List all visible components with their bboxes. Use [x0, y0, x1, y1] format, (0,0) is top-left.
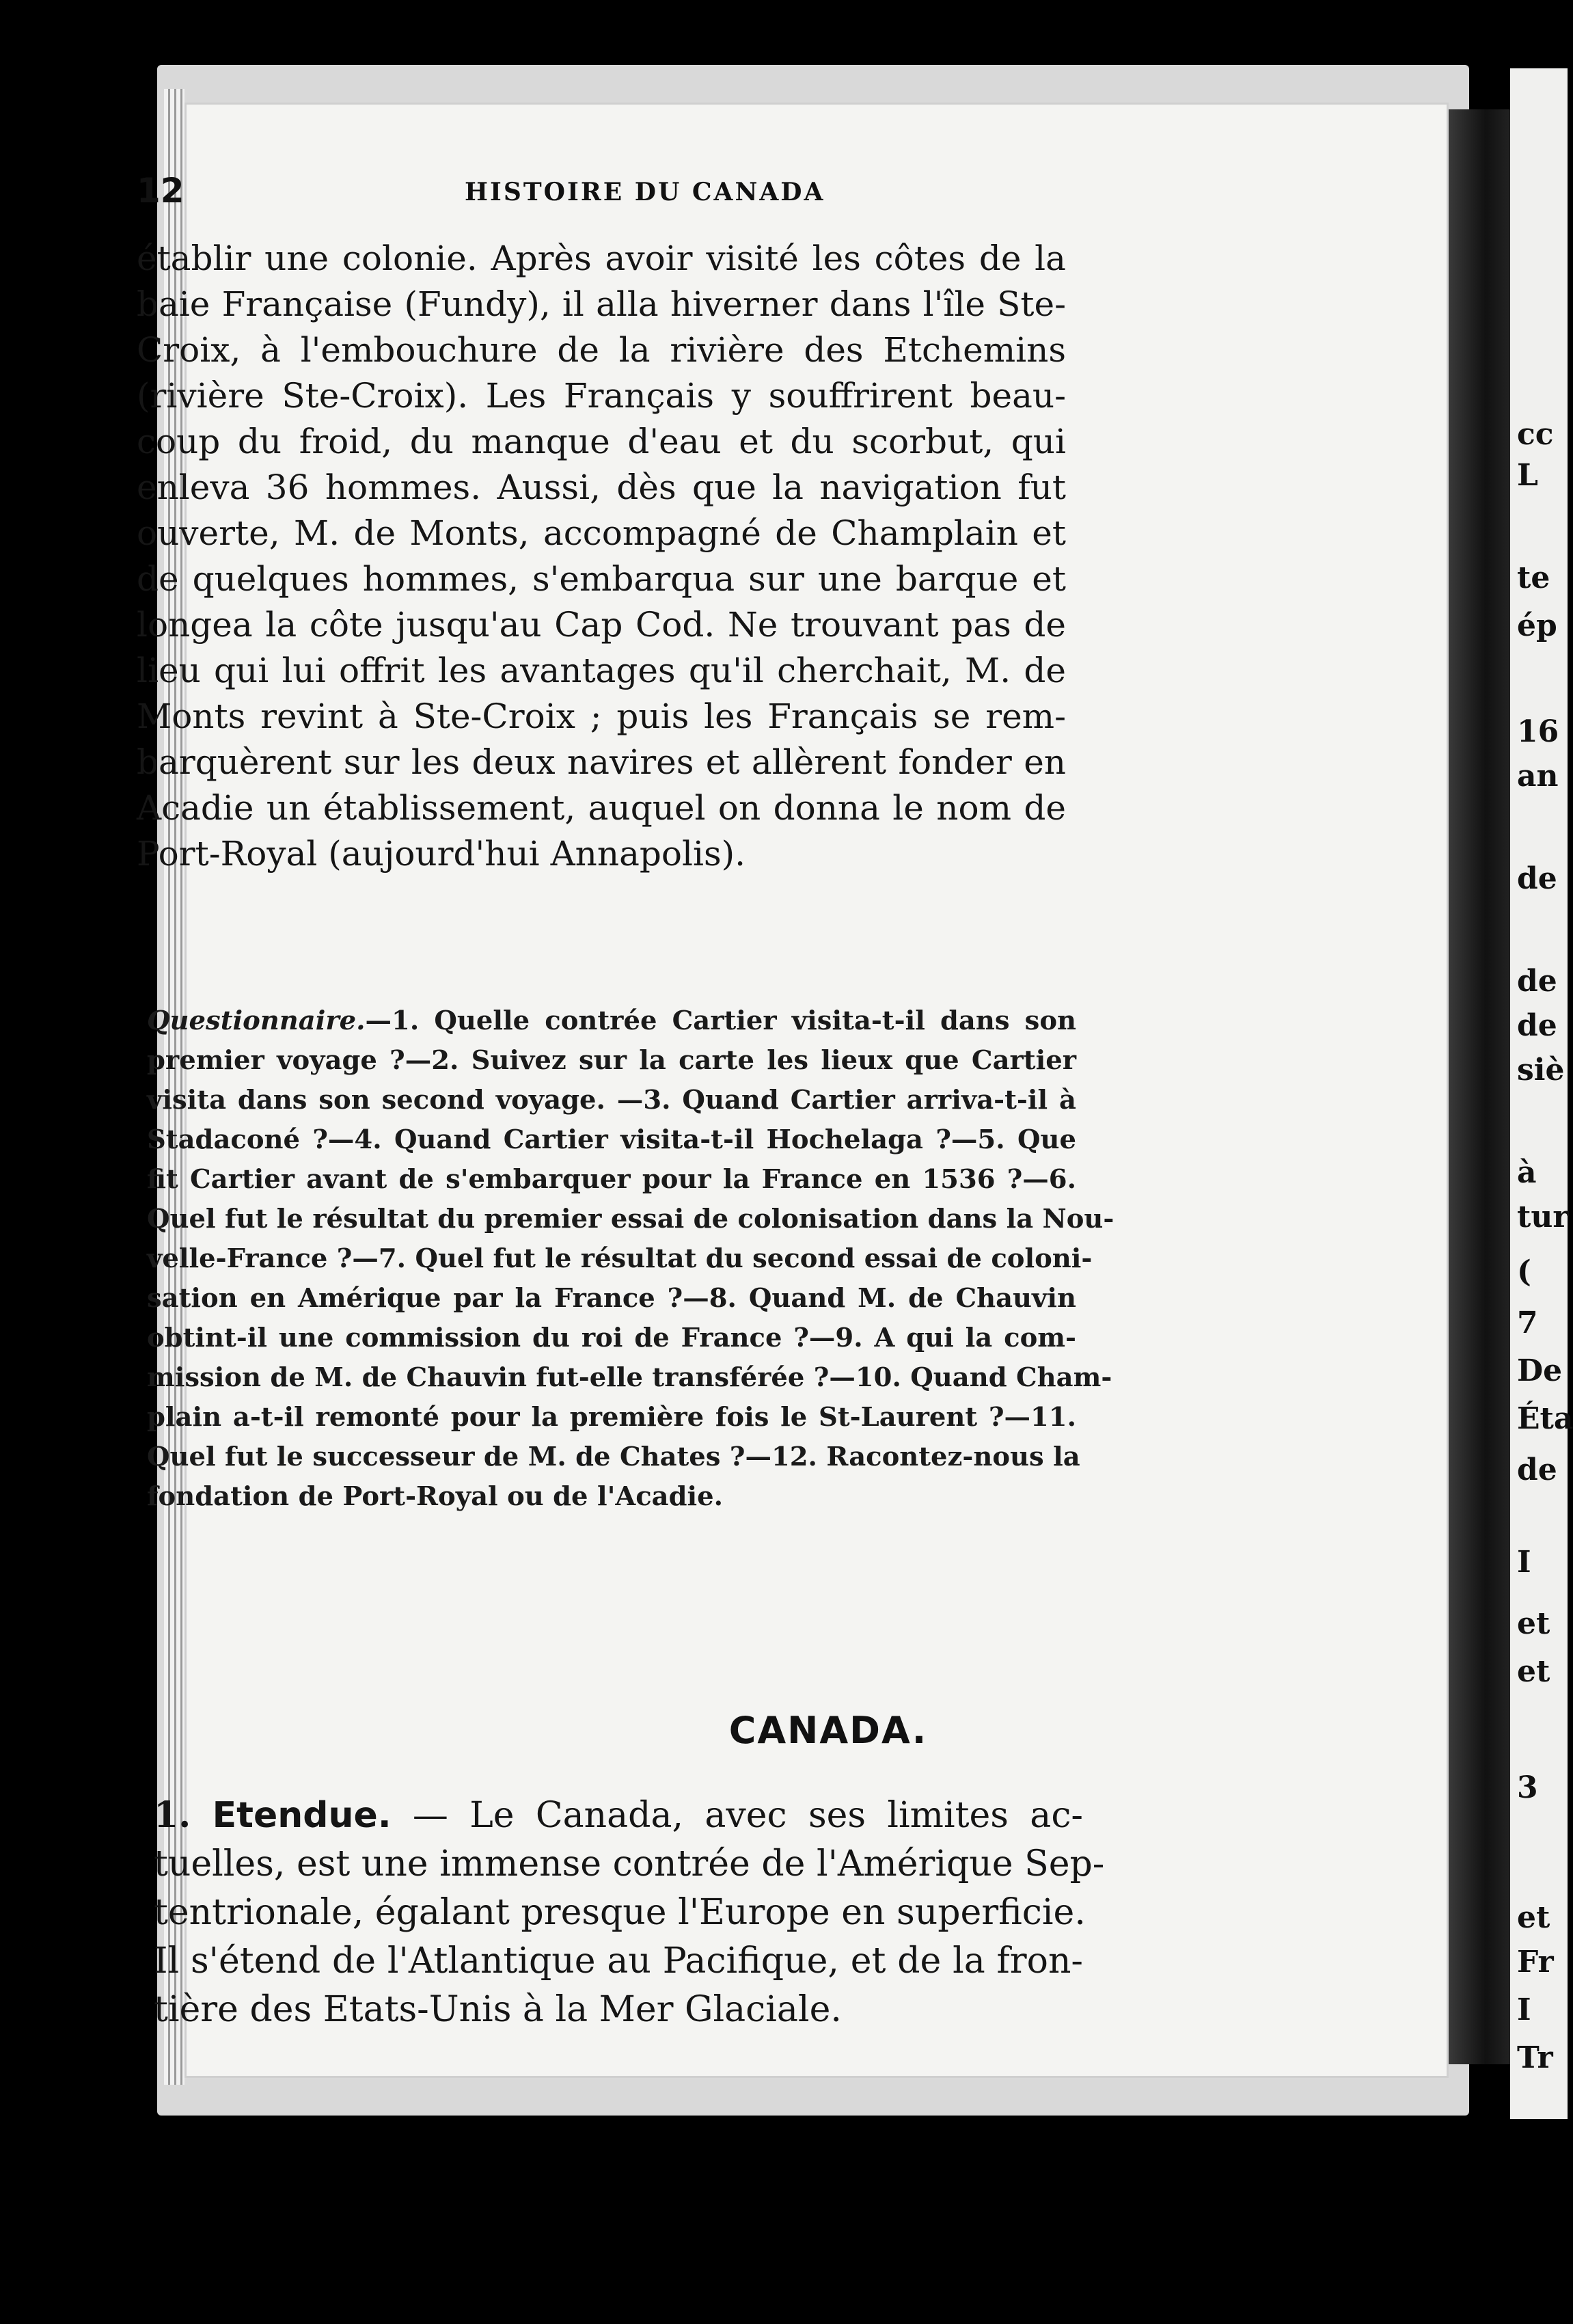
section-line: tuelles, est une immense contrée de l'Amérique Sep- — [154, 1843, 1105, 1884]
paragraph-heading: Etendue. — [212, 1795, 392, 1836]
page-number: 12 — [137, 171, 184, 211]
text-line: Port-Royal (aujourd'hui Annapolis). — [137, 834, 746, 874]
questionnaire-line: fondation de Port-Royal ou de l'Acadie. — [147, 1481, 724, 1512]
questionnaire-first-line — [147, 1001, 1076, 1041]
facing-page-text: et — [1517, 1900, 1550, 1935]
text-line: lieu qui lui offrit les avantages qu'il cherchait, M. de — [137, 651, 1066, 690]
text-line: coup du froid, du manque d'eau et du scorbut, qui — [137, 422, 1066, 461]
facing-page-text: et — [1517, 1606, 1550, 1641]
body-paragraph — [137, 236, 1066, 877]
questionnaire-line: plain a-t-il remonté pour la première fois le St-Laurent ?—11. — [147, 1402, 1076, 1433]
facing-page-text: ép — [1517, 608, 1557, 643]
facing-page-text: Tr — [1517, 2040, 1553, 2075]
text-line: de quelques hommes, s'embarqua sur une barque et — [137, 559, 1066, 599]
facing-page-text: cc — [1517, 417, 1554, 452]
text-line: Croix, à l'embouchure de la rivière des Etchemins — [137, 330, 1066, 370]
questionnaire-line: mission de M. de Chauvin fut-elle transférée ?—10. Quand Cham- — [147, 1362, 1112, 1393]
facing-page-text: I — [1517, 1545, 1531, 1580]
questionnaire-line: fit Cartier avant de s'embarquer pour la France en 1536 ?—6. — [147, 1164, 1076, 1195]
section-line: tentrionale, égalant presque l'Europe en superficie. — [154, 1892, 1086, 1933]
questionnaire-line: velle-France ?—7. Quel fut le résultat du second essai de coloni- — [147, 1243, 1093, 1274]
text-line: Monts revint à Ste-Croix ; puis les Français se rem- — [137, 697, 1066, 736]
section-line: tière des Etats-Unis à la Mer Glaciale. — [154, 1989, 842, 2030]
facing-page-fragment — [1510, 68, 1573, 2119]
page-header — [137, 171, 1066, 219]
questionnaire — [147, 1001, 1114, 1517]
facing-page-text: te — [1517, 560, 1550, 595]
section-title: CANADA. — [728, 1709, 928, 1752]
paragraph-number: 1. — [154, 1794, 191, 1836]
facing-page-text: ( — [1517, 1254, 1531, 1289]
facing-page-text: de — [1517, 861, 1557, 896]
section-line: Il s'étend de l'Atlantique au Pacifique, et de la fron- — [154, 1941, 1083, 1982]
text-line: enleva 36 hommes. Aussi, dès que la navigation fut — [137, 468, 1066, 507]
section-text: — Le Canada, avec ses limites ac- — [391, 1795, 1084, 1836]
text-line: longea la côte jusqu'au Cap Cod. Ne trouvant pas de — [137, 605, 1066, 645]
questionnaire-line: Quel fut le résultat du premier essai de colonisation dans la Nou- — [147, 1204, 1114, 1234]
section-first-line — [154, 1791, 1083, 1840]
questionnaire-line: visita dans son second voyage. —3. Quand Cartier arriva-t-il à — [147, 1085, 1076, 1116]
facing-page-text: à — [1517, 1155, 1537, 1190]
text-line: (rivière Ste-Croix). Les Français y souffrirent beau- — [137, 376, 1066, 416]
facing-page-text: 16 — [1517, 714, 1559, 749]
text-line: Acadie un établissement, auquel on donna le nom de — [137, 788, 1066, 828]
questionnaire-line: Quel fut le successeur de M. de Chates ?—12. Racontez-nous la — [147, 1442, 1080, 1472]
facing-page-text: 7 — [1517, 1306, 1538, 1340]
questionnaire-line: sation en Amérique par la France ?—8. Quand M. de Chauvin — [147, 1283, 1076, 1314]
questionnaire-label: Questionnaire. — [147, 1005, 366, 1036]
questionnaire-line: Stadaconé ?—4. Quand Cartier visita-t-il Hochelaga ?—5. Que — [147, 1124, 1076, 1155]
running-title: HISTOIRE DU CANADA — [465, 178, 825, 206]
facing-page-text: et — [1517, 1654, 1550, 1689]
facing-page-text: Éta — [1517, 1401, 1573, 1436]
facing-page-text: L — [1517, 458, 1538, 493]
questionnaire-line: premier voyage ?—2. Suivez sur la carte les lieux que Cartier — [147, 1045, 1076, 1076]
text-line: barquèrent sur les deux navires et allèrent fonder en — [137, 742, 1066, 782]
text-line: baie Française (Fundy), il alla hiverner dans l'île Ste- — [137, 284, 1066, 324]
facing-page-text: De — [1517, 1353, 1563, 1388]
facing-page-text: Fr — [1517, 1945, 1554, 1980]
text-line: ouverte, M. de Monts, accompagné de Champlain et — [137, 513, 1066, 553]
facing-page-text: I — [1517, 1992, 1531, 2027]
facing-page-text: 3 — [1517, 1770, 1538, 1805]
facing-page-text: de — [1517, 1008, 1557, 1043]
facing-page-text: siè — [1517, 1053, 1565, 1087]
section-paragraph — [154, 1791, 1105, 2034]
book-binding-gutter — [1449, 109, 1510, 2064]
text-line: établir une colonie. Après avoir visité les côtes de la — [137, 239, 1066, 278]
questionnaire-text: —1. Quelle contrée Cartier visita-t-il dans son — [365, 1005, 1076, 1036]
facing-page-text: de — [1517, 1452, 1557, 1487]
facing-page-text: de — [1517, 964, 1557, 999]
facing-page-text: tur — [1517, 1200, 1569, 1234]
questionnaire-line: obtint-il une commission du roi de France ?—9. A qui la com- — [147, 1323, 1076, 1353]
facing-page-text: an — [1517, 759, 1559, 794]
